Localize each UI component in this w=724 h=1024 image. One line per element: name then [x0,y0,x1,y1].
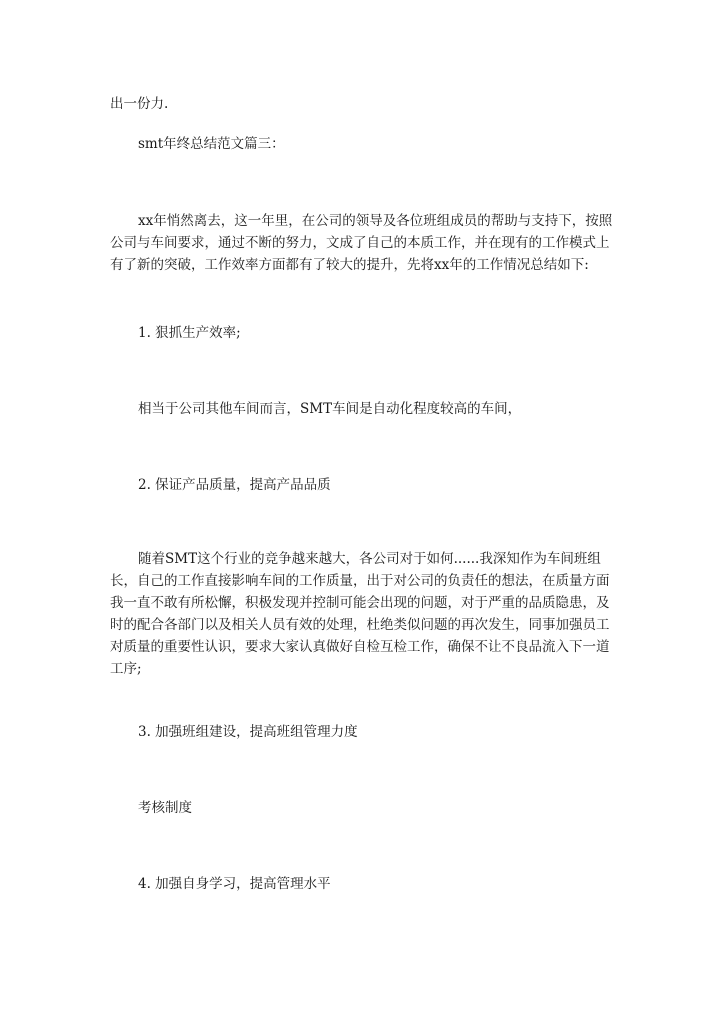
item-3-heading: 3. 加强班组建设，提高班组管理力度 [138,724,358,740]
section-title: smt年终总结范文篇三： [138,136,285,152]
item-2-heading: 2. 保证产品质量，提高产品品质 [138,477,331,493]
item-3-body: 考核制度 [138,800,192,816]
item-2-body: 随着SMT这个行业的竞争越来越大，各公司对于如何......我深知作为车间班组长，自己的工作直接影响车间的工作质量，出于对公司的负责任的想法，在质量方面我一直不敢有所松懈，积极发现并控制可能会出现的问题，对于严重的品质隐患，及时的配合各部门以及相关人员有效的处理，杜绝类似问题的再次发生，同事加强员工对质量的重要性认识，要求大家认真做好自检互检工作，确保不让不良品流入下一道工序; [110,551,610,677]
item-4-heading: 4. 加强自身学习，提高管理水平 [138,876,331,892]
intro-paragraph: xx年悄然离去，这一年里，在公司的领导及各位班组成员的帮助与支持下，按照公司与车间要求，通过不断的努力，文成了自己的本质工作，并在现有的工作模式上有了新的突破，工作效率方面都有了较大的提升，先将xx年的工作情况总结如下: [110,213,613,273]
continuation-text: 出一份力. [110,96,169,112]
item-1-heading: 1. 狠抓生产效率; [138,325,241,341]
item-1-body: 相当于公司其他车间而言，SMT车间是自动化程度较高的车间， [138,401,522,417]
